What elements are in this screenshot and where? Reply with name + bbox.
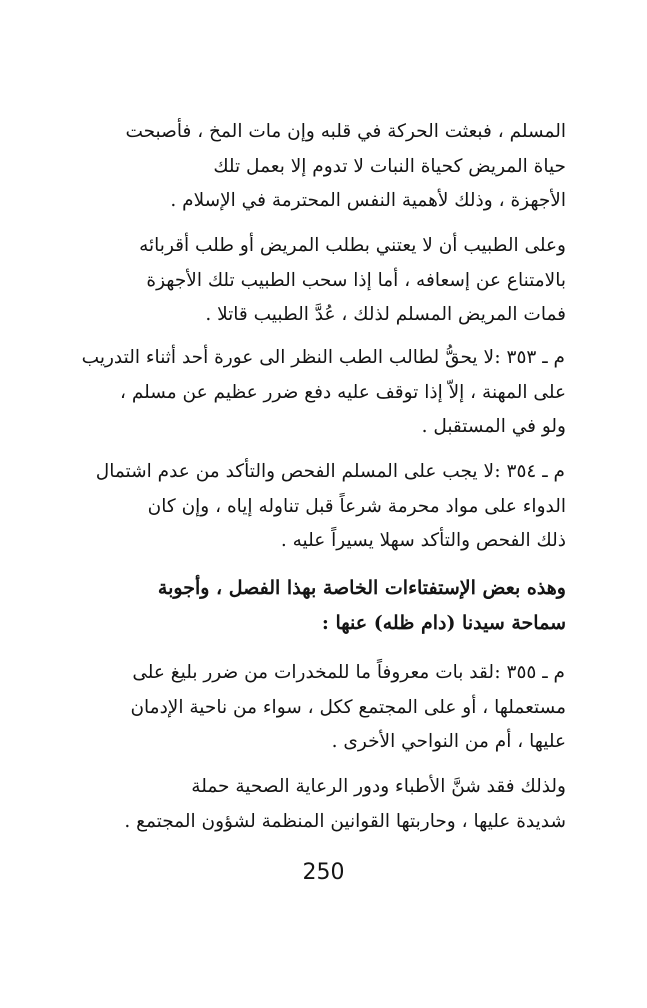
paragraph-final — [80, 770, 566, 839]
ruling-355 — [80, 656, 494, 691]
paragraph-line: ولو في المستقبل . — [421, 416, 566, 437]
paragraph-line: ولذلك فقد شنَّ الأطباء ودور الرعاية الصحية حملة — [191, 776, 566, 797]
paragraph-1 — [80, 115, 566, 219]
paragraph-line: المسلم ، فبعثت الحركة في قلبه وإن مات المخ ، فأصبحت — [125, 121, 566, 142]
ruling-number-353: م ـ ٣٥٣ : — [494, 347, 565, 368]
paragraph-line: لا يحقُّ لطالب الطب النظر الى عورة أحد أثناء التدريب — [81, 347, 494, 368]
ruling-354-continued — [80, 490, 566, 559]
paragraph-line: بالامتناع عن إسعافه ، أما إذا سحب الطبيب تلك الأجهزة — [146, 269, 566, 291]
ruling-number-354: م ـ ٣٥٤ : — [494, 461, 565, 482]
paragraph-line: حياة المريض كحياة النبات لا تدوم إلا بعمل تلك — [213, 155, 566, 177]
paragraph-line: الدواء على مواد محرمة شرعاً قبل تناوله إياه ، وإن كان — [147, 495, 566, 517]
paragraph-line: الأجهزة ، وذلك لأهمية النفس المحترمة في الإسلام . — [170, 190, 566, 211]
ruling-number-355: م ـ ٣٥٥ : — [494, 662, 565, 683]
paragraph-line: ذلك الفحص والتأكد سهلا يسيراً عليه . — [280, 530, 566, 551]
paragraph-line: وهذه بعض الإستفتاءات الخاصة بهذا الفصل ، وأجوبة — [157, 577, 566, 599]
paragraph-line: عليها ، أم من النواحي الأخرى . — [331, 731, 566, 752]
paragraph-line: لا يجب على المسلم الفحص والتأكد من عدم اشتمال — [95, 461, 494, 482]
paragraph-2 — [80, 229, 566, 333]
ruling-353 — [80, 341, 494, 376]
paragraph-line: لقد بات معروفاً ما للمخدرات من ضرر بليغ على — [132, 662, 494, 683]
paragraph-line: شديدة عليها ، وحاربتها القوانين المنظمة لشؤون المجتمع . — [124, 810, 566, 832]
ruling-355-continued — [80, 691, 566, 760]
paragraph-line: مستعملها ، أو على المجتمع ككل ، سواء من ناحية الإدمان — [130, 696, 566, 718]
paragraph-line: على المهنة ، إلاّ إذا توقف عليه دفع ضرر عظيم عن مسلم ، — [119, 381, 566, 403]
paragraph-line: فمات المريض المسلم لذلك ، عُدَّ الطبيب قاتلا . — [205, 304, 566, 325]
fatwa-intro — [80, 571, 566, 640]
ruling-354 — [80, 455, 494, 490]
ruling-353-continued — [80, 376, 566, 445]
paragraph-line: سماحة سيدنا (دام ظله) عنها : — [321, 611, 566, 634]
paragraph-line: وعلى الطبيب أن لا يعتني بطلب المريض أو طلب أقربائه — [139, 235, 566, 256]
page-number: 250 — [302, 860, 345, 885]
